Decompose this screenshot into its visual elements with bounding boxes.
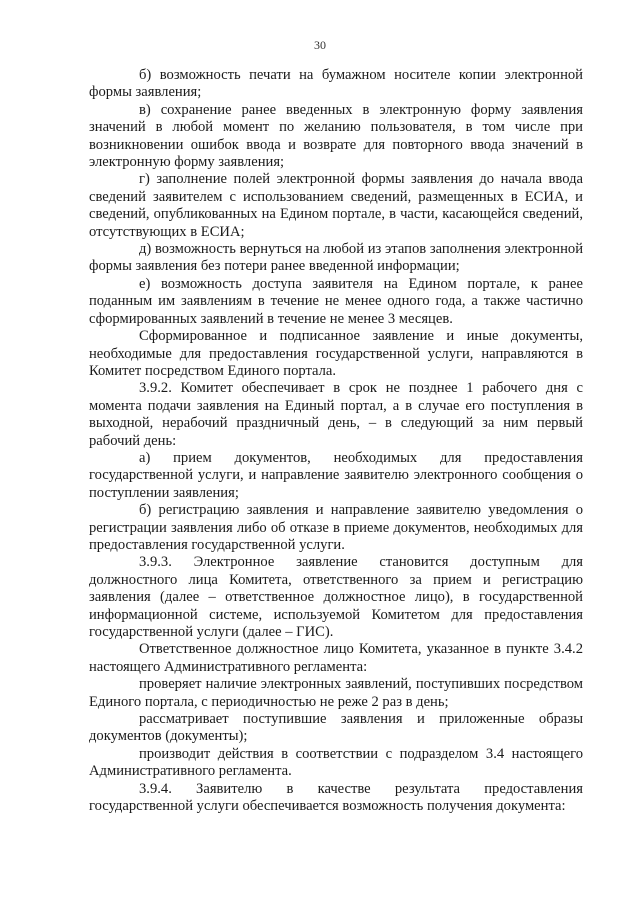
paragraph-g-prefill: г) заполнение полей электронной формы заявления до начала ввода сведений заявителем с использованием сведений, размещенных в ЕСИА, и сведений, опубликованных на Едином портале, в части, касающейся сведений, отсутствующих в ЕСИА;	[89, 171, 583, 240]
paragraph-reviews: рассматривает поступившие заявления и приложенные образы документов (документы);	[89, 711, 583, 745]
paragraph-3-9-4: 3.9.4. Заявителю в качестве результата предоставления государственной услуги обеспечивается возможность получения документа:	[89, 780, 583, 815]
paragraph-v-save-values: в) сохранение ранее введенных в электронную форму заявления значений в любой момент по желанию пользователя, в том числе при возникновении ошибок ввода и возврате для повторного ввода значений в электронную форму заявления;	[89, 101, 583, 171]
document-body	[89, 67, 583, 815]
paragraph-b-registration: б) регистрацию заявления и направление заявителю уведомления о регистрации заявления либо об отказе в приеме документов, необходимых для предоставления государственной услуги.	[89, 502, 583, 553]
page-number: 30	[314, 38, 326, 52]
paragraph-checks: проверяет наличие электронных заявлений, поступивших посредством Единого портала, с периодичностью не реже 2 раз в день;	[89, 676, 583, 710]
paragraph-e-access: е) возможность доступа заявителя на Едином портале, к ранее поданным им заявлениям в течение не менее одного года, а также частично сформированных заявлений в течение не менее 3 месяцев.	[89, 275, 583, 327]
paragraph-submission: Сформированное и подписанное заявление и иные документы, необходимые для предоставления государственной услуги, направляются в Комитет посредством Единого портала.	[89, 328, 583, 379]
paragraph-3-9-3: 3.9.3. Электронное заявление становится доступным для должностного лица Комитета, ответственного за прием и регистрацию заявления (далее – ответственное должностное лицо), в государственной информационной системе, используемой Комитетом для предоставления государственной услуги (далее – ГИС).	[89, 554, 583, 640]
paragraph-actions: производит действия в соответствии с подразделом 3.4 настоящего Административного регламента.	[89, 745, 583, 780]
paragraph-a-receipt: а) прием документов, необходимых для предоставления государственной услуги, и направление заявителю электронного сообщения о поступлении заявления;	[89, 449, 583, 501]
paragraph-d-return: д) возможность вернуться на любой из этапов заполнения электронной формы заявления без потери ранее введенной информации;	[89, 241, 583, 275]
paragraph-b-print: б) возможность печати на бумажном носителе копии электронной формы заявления;	[89, 67, 583, 101]
paragraph-responsible-official: Ответственное должностное лицо Комитета, указанное в пункте 3.4.2 настоящего Административного регламента:	[89, 641, 583, 675]
paragraph-3-9-2: 3.9.2. Комитет обеспечивает в срок не позднее 1 рабочего дня с момента подачи заявления на Единый портал, а в случае его поступления в выходной, нерабочий праздничный день, – в следующий за ним первый рабочий день:	[89, 380, 583, 449]
